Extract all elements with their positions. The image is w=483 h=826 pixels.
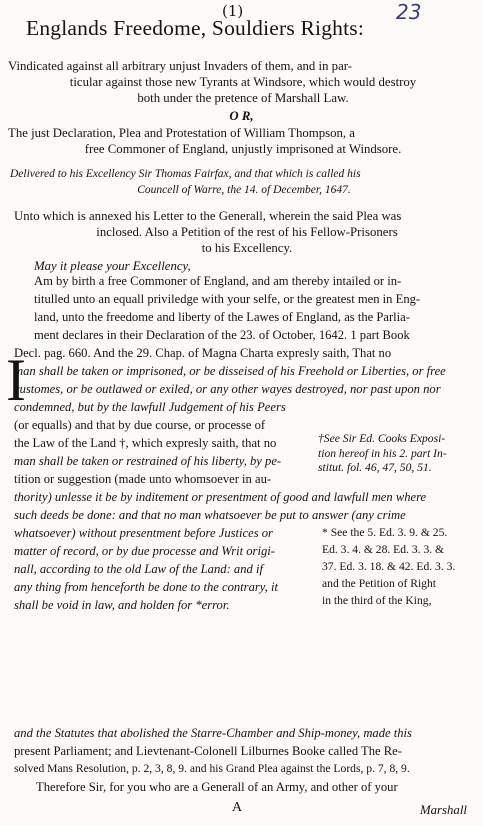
body-line: whatsoever) without presentment before Justices or	[14, 526, 273, 540]
body-line: and the Statutes that abolished the Starre-Chamber and Ship-money, made this	[14, 726, 412, 740]
page-number: (1)	[222, 2, 244, 20]
delivered-line: Delivered to his Excellency Sir Thomas Fairfax, and that which is called his	[10, 168, 361, 180]
note-line: and the Petition of Right	[322, 577, 436, 590]
note-line: in the third of the King,	[322, 594, 432, 607]
subtitle-line: ticular against those new Tyrants at Windsore, which would destroy	[69, 75, 417, 89]
subtitle-line: Vindicated against all arbitrary unjust Invaders of them, and in par-	[8, 59, 353, 73]
subtitle-line: both under the pretence of Marshall Law.	[137, 91, 349, 105]
body-line: tition or suggestion (made unto whomsoever in au-	[14, 472, 272, 486]
marginal-note-star	[322, 524, 455, 609]
body-line: Am by birth a free Commoner of England, and am thereby intailed or in-	[34, 274, 402, 288]
note-line: Ed. 3. 4. & 28. Ed. 3. 3. &	[322, 543, 445, 556]
body-full	[14, 344, 480, 416]
note-line: tion hereof in his 2. part In-	[318, 446, 447, 460]
annexed-line: Unto which is annexed his Letter to the Generall, wherein the said Plea was	[14, 209, 402, 223]
delivered	[10, 166, 478, 198]
salutation: May it please your Excellency,	[34, 259, 191, 273]
body-line: man shall be taken or restrained of his liberty, by pe-	[14, 454, 282, 468]
body-line: solved Mans Resolution, p. 2, 3, 8, 9. and his Grand Plea against the Lords, p. 7, 8, 9.	[14, 762, 410, 775]
note-line: * See the 5. Ed. 3. 9. & 25.	[322, 526, 448, 539]
body-line: present Parliament; and Lievtenant-Colonell Lilburnes Booke called The Re-	[14, 744, 402, 758]
body-indented	[34, 272, 480, 344]
body-line: the Law of the Land †, which expresly saith, that no	[14, 436, 277, 450]
drop-cap: I	[6, 347, 26, 413]
delivered-line: Councell of Warre, the 14. of December, 1647.	[137, 184, 351, 196]
annexed-line: to his Excellency.	[201, 241, 293, 255]
annexed	[14, 208, 480, 256]
body-end	[14, 724, 480, 796]
declaration-line: free Commoner of England, unjustly imprisoned at Windsore.	[84, 142, 402, 156]
body-line: titulled unto an equall priviledge with your selfe, or the greatest men in Eng-	[34, 292, 421, 306]
note-line: stitut. fol. 46, 47, 50, 51.	[318, 461, 432, 474]
body-line: (or equalls) and that by due course, or processe of	[14, 418, 266, 432]
body-line: thority) unlesse it be by inditement or presentment of good and lawfull men where	[14, 490, 427, 504]
document-title: Englands Freedome, Souldiers Rights:	[26, 16, 365, 40]
marginal-note-dagger	[318, 432, 447, 476]
body-line: condemned, but by the lawfull Judgement of his Peers	[14, 400, 286, 414]
body-line: nall, according to the old Law of the Land: and if	[14, 562, 263, 576]
handwritten-number: 23	[396, 0, 422, 24]
body-line: ment declares in their Declaration of the 23. of October, 1642. 1 part Book	[34, 328, 410, 342]
body-line: land, unto the freedome and liberty of the Lawes of England, as the Parlia-	[34, 310, 410, 324]
body-narrow	[14, 416, 314, 488]
note-line: 37. Ed. 3. 18. & 42. Ed. 3. 3.	[322, 560, 456, 573]
body-narrow-2	[14, 542, 314, 614]
declaration	[8, 125, 478, 157]
body-line: matter of record, or by due processe and Writ origi-	[14, 544, 275, 558]
body-line: man shall be taken or imprisoned, or be disseised of his Freehold or Liberties, or free	[14, 364, 446, 378]
body-line: such deeds be done: and that no man whatsoever be put to answer (any crime	[14, 508, 406, 522]
catchword: Marshall	[420, 803, 467, 817]
body-line: Therefore Sir, for you who are a Generall of an Army, and other of your	[36, 780, 398, 794]
note-line: †See Sir Ed. Cooks Exposi-	[318, 432, 446, 445]
annexed-line: inclosed. Also a Petition of the rest of his Fellow-Prisoners	[96, 225, 398, 239]
subtitle	[8, 58, 478, 106]
signature-mark: A	[232, 800, 243, 815]
or-label: O R,	[229, 109, 254, 123]
body-line: Decl. pag. 660. And the 29. Chap. of Magna Charta expresly saith, That no	[14, 346, 392, 360]
body-line: any thing from henceforth be done to the contrary, it	[14, 580, 278, 594]
body-line: customes, or be outlawed or exiled, or any other wayes destroyed, nor past upon nor	[14, 382, 441, 396]
body-line: shall be void in law, and holden for *error.	[14, 598, 230, 612]
declaration-line: The just Declaration, Plea and Protestation of William Thompson, a	[8, 126, 355, 140]
